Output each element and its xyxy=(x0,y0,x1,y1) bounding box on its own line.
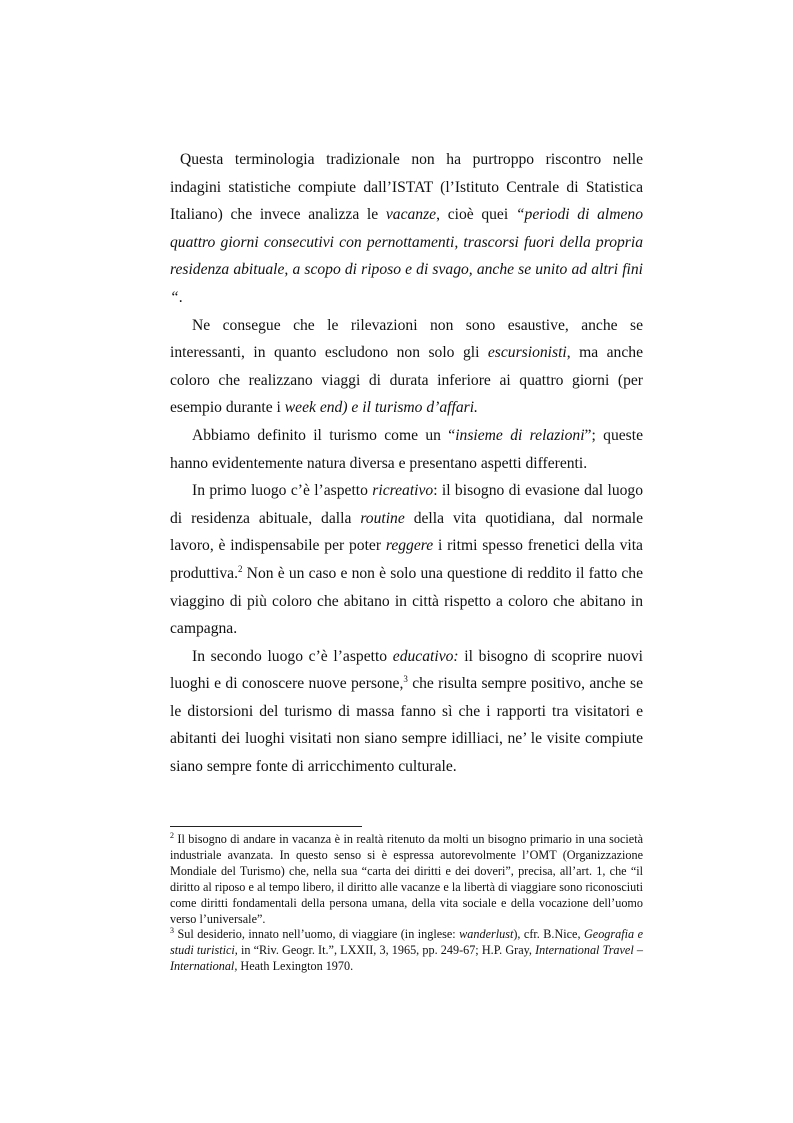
main-text xyxy=(170,146,643,781)
footnote-3-text-c: ), cfr. B.Nice, xyxy=(513,927,584,942)
p4-text-c: : il bisogno di evasione dal luogo di residenza abituale, dalla xyxy=(170,482,644,527)
footnote-3-text-a: Sul desiderio, innato nell’uomo, di viaggiare (in inglese: xyxy=(174,927,460,942)
p2-italic-escursionisti: escursionisti xyxy=(487,344,567,362)
p2-text-a: Ne consegue che le rilevazioni non sono esaustive, anche se interessanti, in quanto escludono non solo gli xyxy=(170,316,643,362)
footnote-3-italic-title-2: International Travel – International, xyxy=(170,943,643,974)
p5-text-c: il bisogno di scoprire nuovi luoghi e di conoscere nuove persone, xyxy=(170,647,643,693)
paragraph-4 xyxy=(170,477,643,643)
p1-text-e: . xyxy=(178,288,183,306)
footnote-ref-2[interactable]: 2 xyxy=(238,563,243,574)
p3-text-a: Abbiamo definito il turismo come un “ xyxy=(192,426,456,444)
p4-italic-reggere: reggere xyxy=(385,537,434,555)
footnote-2-text: Il bisogno di andare in vacanza è in realtà ritenuto da molti un bisogno primario in una società industriale avanzata. In questo senso si è espressa autorevolmente l’OMT (Organizzazione Mondiale del Turismo) che, nella sua “carta dei diritti e dei doveri”, precisa, all’art. 1, che “il diritto al riposo e al tempo libero, il diritto alle vacanze e la libertà di viaggiare sono riconosciuti come diritti fondamentali della persona umana, della vita sociale e della vocazione dell’uomo verso l’universale”. xyxy=(170,832,643,926)
p4-text-g: i ritmi spesso frenetici della vita produttiva. xyxy=(170,537,643,582)
footnotes xyxy=(170,832,643,975)
p3-italic-relazioni: insieme di relazioni xyxy=(455,426,585,444)
p4-italic-routine: routine xyxy=(360,509,405,527)
p1-italic-quote: “periodi di almeno quattro giorni consecutivi con pernottamenti, trascorsi fuori della propria residenza abituale, a scopo di riposo e di svago, anche se unito ad altri fini “ xyxy=(170,206,643,306)
p5-italic-educativo: educativo: xyxy=(392,647,459,665)
p1-italic-vacanze: vacanze xyxy=(385,206,437,224)
footnote-3-italic-wanderlust: wanderlust xyxy=(459,927,514,942)
paragraph-2 xyxy=(170,312,643,422)
p1-text-c: , cioè quei xyxy=(436,206,516,224)
p2-text-c: , ma anche coloro che realizzano viaggi di durata inferiore ai quattro giorni (per esempio durante i xyxy=(170,344,643,417)
footnote-3 xyxy=(170,927,643,975)
p5-text-a: In secondo luogo c’è l’aspetto xyxy=(192,647,393,665)
p5-text-d: che risulta sempre positivo, anche se le distorsioni del turismo di massa fanno sì che i rapporti tra visitatori e abitanti dei luoghi visitati non siano sempre idilliaci, ne’ le visite compiute siano sempre fonte di arricchimento culturale. xyxy=(170,675,644,776)
footnote-3-text-e: in “Riv. Geogr. It.”, LXXII, 3, 1965, pp. 249-67; H.P. Gray, xyxy=(237,943,536,958)
footnote-ref-3[interactable]: 3 xyxy=(403,674,408,685)
p4-text-h: Non è un caso e non è solo una questione di reddito il fatto che viaggino di più coloro che abitano in città rispetto a coloro che abitano in campagna. xyxy=(170,564,643,638)
paragraph-1 xyxy=(170,146,643,312)
paragraph-5 xyxy=(170,643,643,781)
p4-italic-ricreativo: ricreativo xyxy=(372,482,434,500)
footnote-3-italic-title-1: Geografia e studi turistici, xyxy=(170,927,643,958)
footnote-2-number: 2 xyxy=(170,831,174,840)
p1-text-a: Questa terminologia tradizionale non ha purtroppo riscontro nelle indagini statistiche compiute dall’ISTAT (l’Istituto Centrale di Statistica Italiano) che invece analizza le xyxy=(170,151,643,224)
footnote-3-number: 3 xyxy=(170,926,174,936)
footnote-2 xyxy=(170,832,643,927)
p4-text-e: della vita quotidiana, dal normale lavoro, è indispensabile per poter xyxy=(170,509,644,555)
p3-text-c: ”; queste hanno evidentemente natura diversa e presentano aspetti differenti. xyxy=(170,426,643,472)
footnote-divider xyxy=(170,826,362,827)
p4-text-a: In primo luogo c’è l’aspetto xyxy=(192,482,373,500)
page-body xyxy=(170,146,643,781)
footnote-3-text-g: Heath Lexington 1970. xyxy=(237,959,354,974)
paragraph-3 xyxy=(170,422,643,477)
p2-italic-week-end: week end) e il turismo d’affari. xyxy=(284,399,478,417)
